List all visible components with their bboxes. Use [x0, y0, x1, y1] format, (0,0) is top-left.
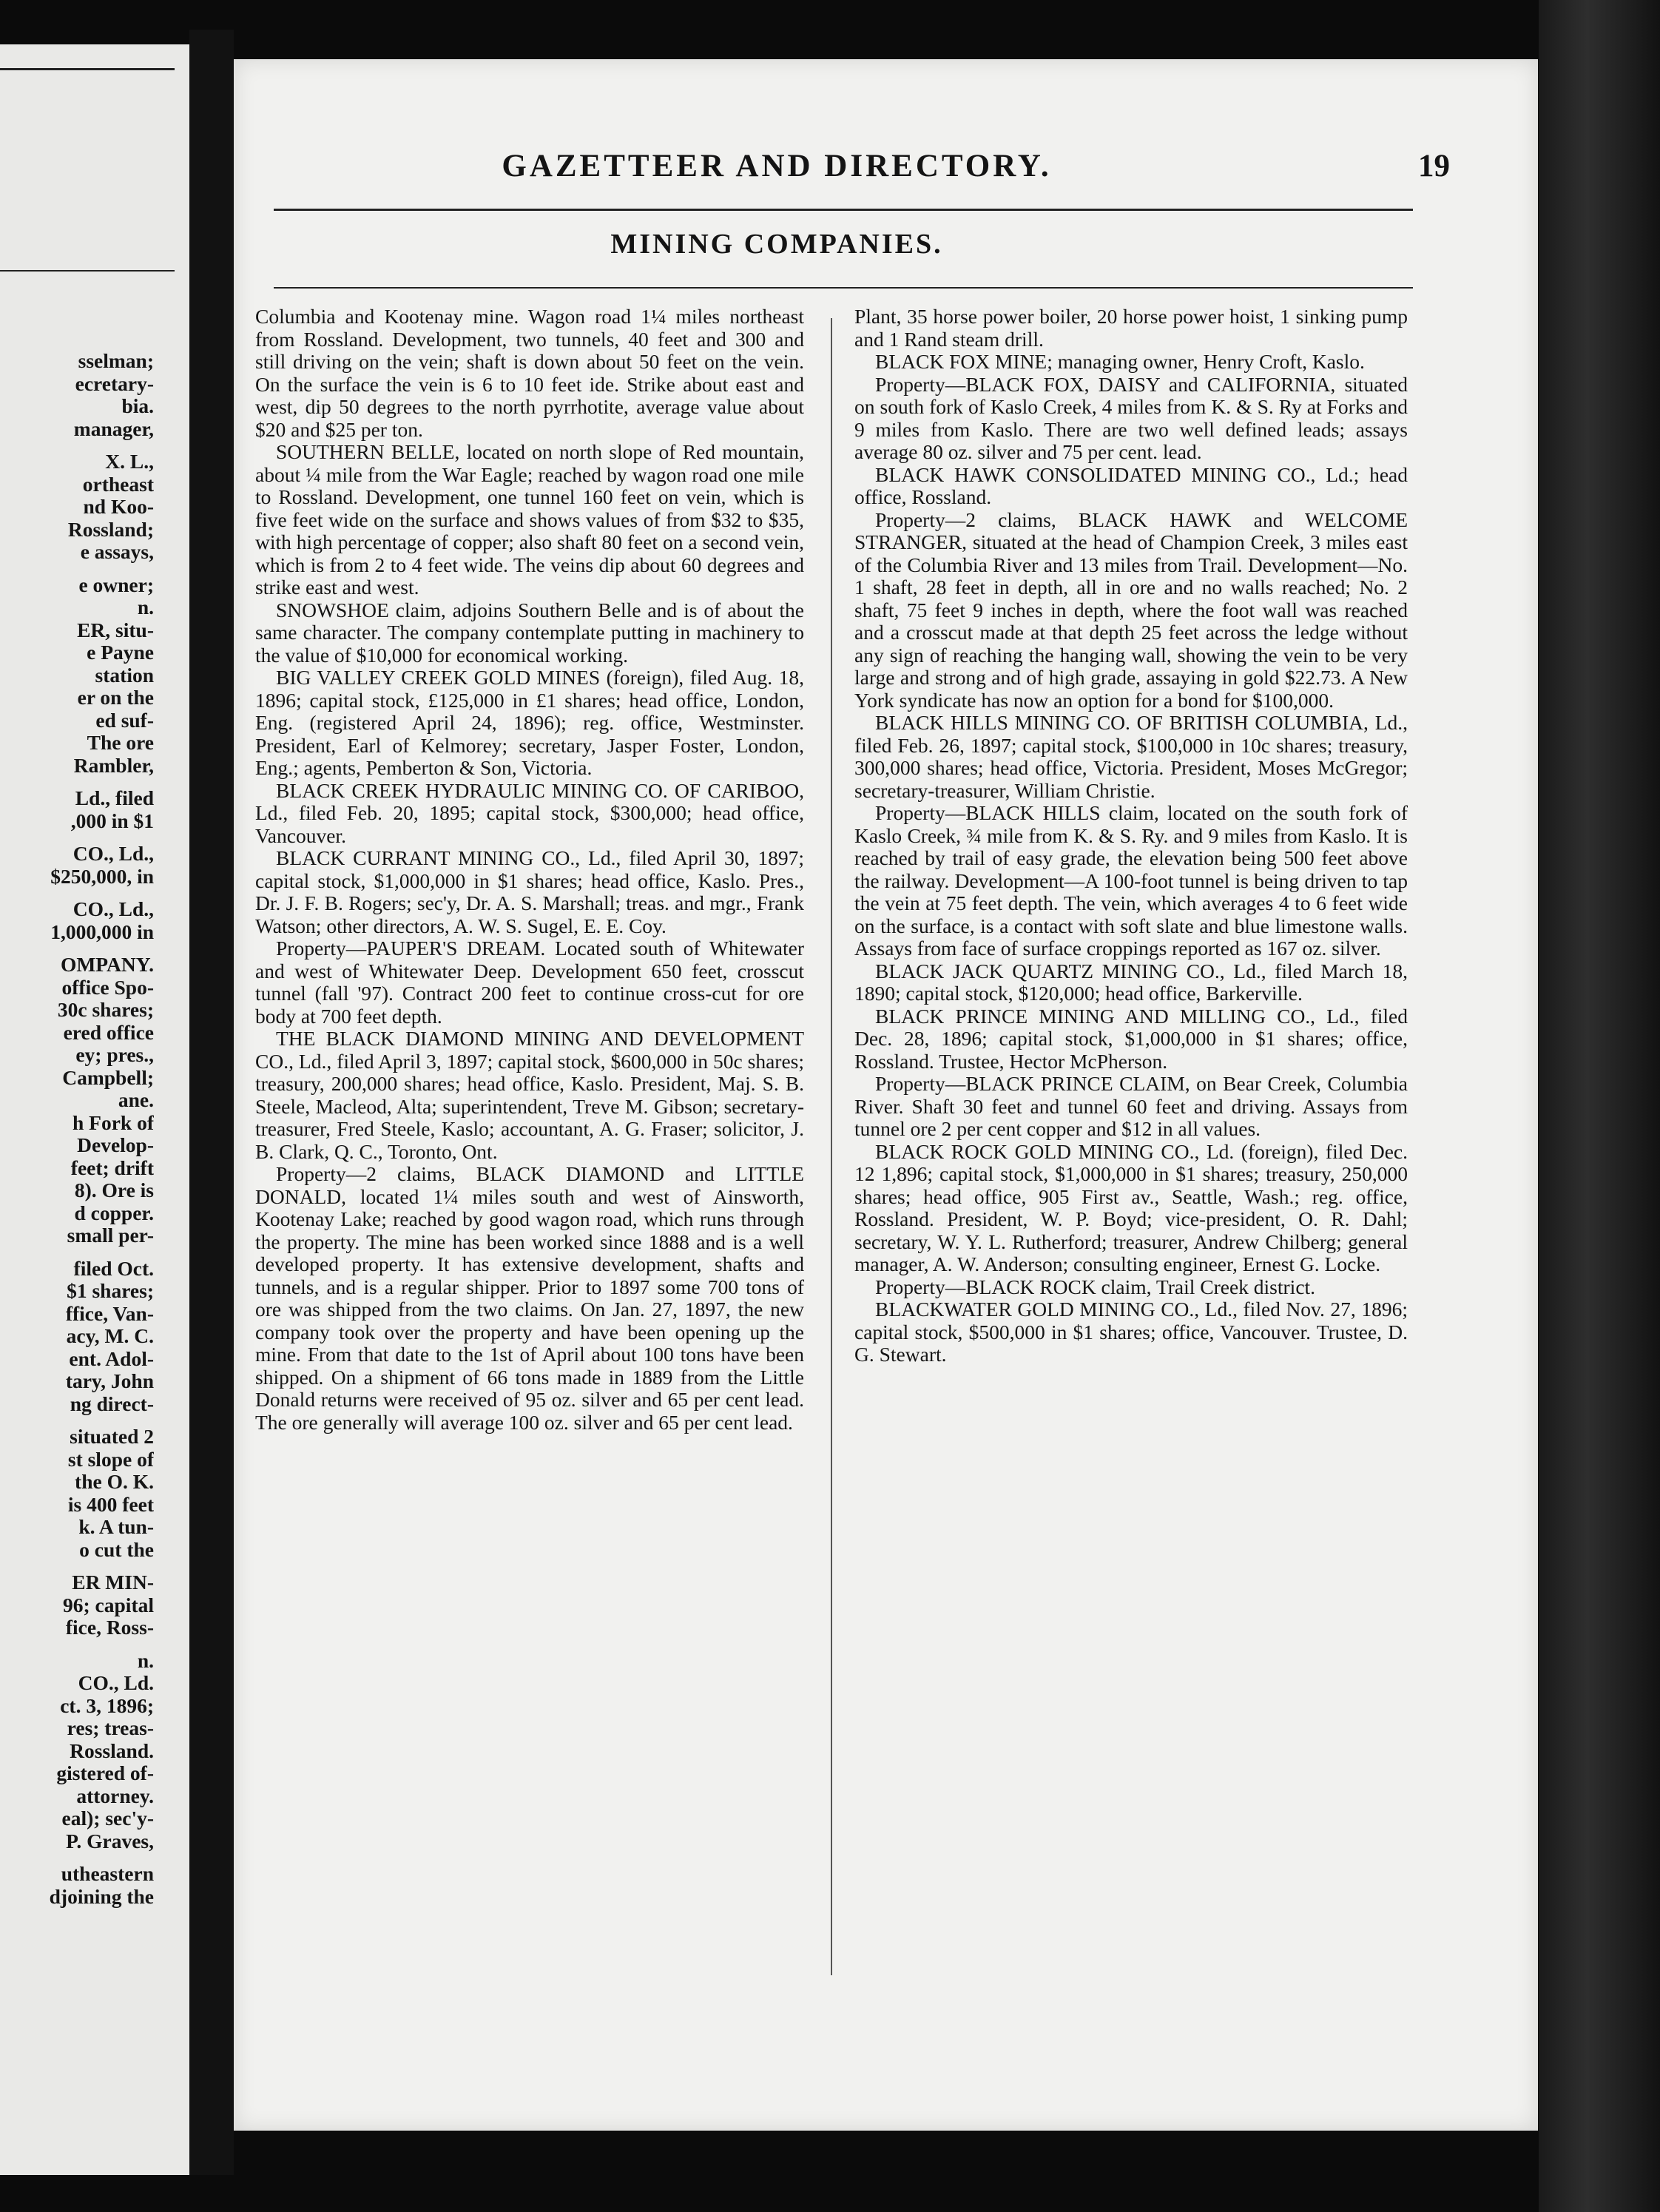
paragraph: Property—PAUPER'S DREAM. Located south of Whitewater and west of Whitewater Deep. Development 650 feet, crosscut tunnel (fall '97). Contract 200 feet to continue cross-cut for ore body at 700 feet depth. — [255, 937, 804, 1028]
paragraph: BIG VALLEY CREEK GOLD MINES (foreign), filed Aug. 18, 1896; capital stock, £125,000 in £1 shares; head office, London, Eng. (registered April 24, 1896); reg. office, Westminster. President, Earl of Kelmorey; secretary, Jasper Foster, London, Eng.; agents, Pemberton & Son, Victoria. — [255, 666, 804, 779]
text-fragment: acy, M. C. — [66, 1324, 154, 1347]
text-fragment: Rossland; — [67, 517, 154, 541]
text-fragment: k. A tun- — [78, 1515, 154, 1538]
paragraph: Property—BLACK FOX, DAISY and CALIFORNIA, situated on south fork of Kaslo Creek, 4 miles from K. & S. Ry at Forks and 9 miles from Kaslo. There are two well defined leads; assays average 80 oz. silver and 75 per cent. lead. — [854, 372, 1408, 463]
column-divider — [831, 318, 832, 1975]
section-rule — [274, 287, 1413, 289]
previous-page-text-fragments — [0, 350, 154, 1908]
fragment-gap — [0, 440, 154, 451]
paragraph: BLACK FOX MINE; managing owner, Henry Croft, Kaslo. — [875, 350, 1365, 373]
text-fragment: er on the — [77, 686, 154, 709]
paragraph: Columbia and Kootenay mine. Wagon road 1¼ miles northeast from Rossland. Development, two tunnels, 40 feet and 300 and still driving on the vein; shaft is down about 50 feet on the vein. On the surface the vein is 6 to 10 feet ide. Strike about east and west, dip 50 degrees to the north pyrrhotite, average value about $20 and $25 per ton. — [255, 305, 804, 441]
running-header-title: GAZETTEER AND DIRECTORY. — [502, 149, 1052, 183]
paragraph: Property—BLACK HILLS claim, located on the south fork of Kaslo Creek, ¾ mile from K. & S. Ry. and 9 miles from Kaslo. It is reached by trail of easy grade, the elevation being 500 feet above the railway. Development—A 100-foot tunnel is being driven to tap the vein at 75 feet depth. The vein, which averages 4 to 6 feet wide on the surface, is a contact with soft slate and blue limestone walls. Assays from face of surface croppings reported as 167 oz. silver. — [854, 801, 1408, 960]
paragraph: BLACK CREEK HYDRAULIC MINING CO. OF CARIBOO, Ld., filed Feb. 20, 1895; capital stock, $300,000; head office, Vancouver. — [255, 778, 804, 847]
previous-page-edge — [0, 44, 189, 2175]
text-fragment: OMPANY. — [60, 953, 154, 976]
text-fragment: ng direct- — [70, 1392, 154, 1415]
text-fragment: Rossland. — [70, 1739, 154, 1762]
text-fragment: ER, situ- — [77, 618, 154, 641]
fragment-gap — [0, 832, 154, 843]
text-fragment: small per- — [67, 1224, 154, 1247]
text-fragment: $250,000, in — [50, 864, 154, 888]
text-fragment: Campbell; — [62, 1065, 154, 1089]
text-fragment: manager, — [73, 417, 154, 440]
text-fragment: ane. — [118, 1088, 154, 1111]
section-heading: MINING COMPANIES. — [610, 229, 943, 260]
paragraph: BLACK PRINCE MINING AND MILLING CO., Ld., filed Dec. 28, 1896; capital stock, $1,000,000 in $1 shares; office, Rossland. Trustee, Hector McPherson. — [854, 1004, 1408, 1073]
text-fragment: CO., Ld., — [72, 897, 154, 920]
fragment-gap — [0, 1561, 154, 1571]
paragraph: Property—2 claims, BLACK DIAMOND and LITTLE DONALD, located 1¼ miles south and west of Ainsworth, Kootenay Lake; reached by good wagon road, which runs through the property. The mine has been worked since 1888 and is a well developed property. It has extensive development, shafts and tunnels, and is a regular shipper. Prior to 1897 some 700 tons of ore was shipped from the two claims. On Jan. 27, 1897, the new company took over the property and have been opening up the mine. From that date to the 1st of April about 100 tons have been shipped. On a shipment of 66 tons made in 1889 from the Little Donald returns were received of 95 oz. silver and 65 per cent lead. The ore generally will average 100 oz. silver and 65 per cent lead. — [255, 1162, 804, 1434]
text-fragment: h Fork of — [72, 1110, 154, 1134]
text-fragment: 96; capital — [63, 1593, 154, 1616]
book-cover-edge — [1539, 0, 1660, 2212]
text-fragment: st slope of — [67, 1447, 154, 1471]
text-fragment: e assays, — [80, 540, 154, 563]
text-fragment: ffice, Van- — [65, 1301, 154, 1325]
paragraph: BLACK HILLS MINING CO. OF BRITISH COLUMBIA, Ld., filed Feb. 26, 1897; capital stock, $100,000 in 10c shares; treasury, 300,000 shares; head office, Victoria. President, Moses McGregor; secretary-treasurer, William Christie. — [854, 711, 1408, 802]
paragraph: BLACKWATER GOLD MINING CO., Ld., filed Nov. 27, 1896; capital stock, $500,000 in $1 shares; office, Vancouver. Trustee, D. G. Stewart. — [854, 1298, 1408, 1366]
text-fragment: 1,000,000 in — [50, 920, 154, 943]
text-fragment: Rambler, — [73, 753, 154, 777]
text-fragment: n. — [137, 596, 154, 618]
paragraph: Plant, 35 horse power boiler, 20 horse power hoist, 1 sinking pump and 1 Rand steam drill. — [854, 305, 1408, 351]
fragment-gap — [0, 1639, 154, 1650]
paragraph: Property—BLACK PRINCE CLAIM, on Bear Creek, Columbia River. Shaft 30 feet and tunnel 60 feet and driving. Assays from tunnel ore 2 per cent copper and $12 in all values. — [854, 1072, 1408, 1140]
text-fragment: CO., Ld. — [78, 1671, 154, 1694]
text-fragment: 30c shares; — [57, 998, 154, 1021]
text-fragment: e Payne — [87, 641, 154, 664]
paragraph: Property—BLACK ROCK claim, Trail Creek district. — [875, 1275, 1316, 1298]
previous-page-header-rule — [0, 68, 175, 70]
text-fragment: ecretary- — [75, 371, 154, 395]
text-fragment: ER MIN- — [72, 1571, 154, 1594]
fragment-gap — [0, 564, 154, 574]
text-fragment: The ore — [87, 731, 154, 754]
text-fragment: X. L., — [105, 450, 154, 473]
text-fragment: Develop- — [77, 1133, 154, 1156]
text-fragment: ent. Adol- — [69, 1346, 154, 1370]
text-fragment: tary, John — [65, 1369, 154, 1392]
text-fragment: office Spo- — [61, 975, 154, 999]
text-fragment: ered office — [63, 1020, 154, 1044]
page-number: 19 — [1418, 149, 1450, 183]
fragment-gap — [0, 1852, 154, 1863]
text-fragment: e owner; — [78, 573, 154, 596]
text-fragment: eal); sec'y- — [61, 1807, 154, 1830]
text-fragment: Ld., filed — [75, 786, 154, 809]
fragment-gap — [0, 888, 154, 898]
text-fragment: o cut the — [79, 1537, 154, 1561]
text-fragment: sselman; — [78, 350, 154, 372]
text-fragment: filed Oct. — [73, 1256, 154, 1280]
text-fragment: gistered of- — [56, 1761, 154, 1784]
fragment-gap — [0, 777, 154, 787]
text-fragment: P. Graves, — [66, 1829, 154, 1852]
text-fragment: situated 2 — [70, 1425, 154, 1448]
text-fragment: bia. — [121, 394, 154, 417]
text-fragment: d copper. — [74, 1201, 154, 1224]
paragraph: BLACK JACK QUARTZ MINING CO., Ld., filed March 18, 1890; capital stock, $120,000; head office, Barkerville. — [854, 959, 1408, 1005]
text-fragment: ey; pres., — [75, 1043, 154, 1066]
paragraph: SOUTHERN BELLE, located on north slope of Red mountain, about ¼ mile from the War Eagle; reached by wagon road one mile to Rossland. Development, one tunnel 160 feet on vein, which is five feet wide on the surface and shows values of from $32 to $35, with high percentage of copper; also shaft 80 feet on a second vein, which is from 2 to 4 feet wide. The veins dip about 60 degrees and strike east and west. — [255, 440, 804, 598]
text-fragment: ed suf- — [95, 708, 154, 732]
text-fragment: fice, Ross- — [65, 1616, 154, 1639]
paragraph: THE BLACK DIAMOND MINING AND DEVELOPMENT CO., Ld., filed April 3, 1897; capital stock, $600,000 in 50c shares; treasury, 200,000 shares; head office, Kaslo. President, Maj. S. B. Steele, Macleod, Alta; superintendent, Treve M. Gibson; secretary-treasurer, Fred Steele, Kaslo; accountant, A. G. Fraser; solicitor, J. B. Clark, Q. C., Toronto, Ont. — [255, 1027, 804, 1163]
previous-page-section-rule — [0, 270, 175, 272]
text-fragment: ,000 in $1 — [70, 809, 154, 832]
text-fragment: nd Koo- — [83, 495, 154, 518]
text-fragment: 8). Ore is — [74, 1179, 154, 1201]
fragment-gap — [0, 943, 154, 954]
text-fragment: utheastern — [61, 1862, 154, 1885]
left-text-column — [255, 306, 804, 1434]
text-fragment: attorney. — [76, 1784, 154, 1807]
text-fragment: $1 shares; — [67, 1279, 154, 1302]
text-fragment: CO., Ld., — [72, 842, 154, 865]
text-fragment: station — [95, 663, 154, 687]
paragraph: BLACK ROCK GOLD MINING CO., Ld. (foreign), filed Dec. 12 1,896; capital stock, $1,000,000 in $1 shares; treasury, 250,000 shares; head office, 905 First av., Seattle, Wash.; reg. office, Rossland. President, W. P. Boyd; vice-president, O. R. Dahl; secretary, W. Y. L. Rutherford; treasurer, Andrew Chilberg; general manager, A. W. Anderson; consulting engineer, Ernest G. Locke. — [854, 1139, 1408, 1275]
fragment-gap — [0, 1247, 154, 1258]
text-fragment: ct. 3, 1896; — [60, 1693, 154, 1717]
header-rule — [274, 209, 1413, 211]
paragraph: BLACK CURRANT MINING CO., Ld., filed April 30, 1897; capital stock, $1,000,000 in $1 shares; head office, Kaslo. Pres., Dr. J. F. B. Rogers; sec'y, Dr. A. S. Marshall; treas. and mgr., Frank Watson; other directors, A. W. S. Sugel, E. E. Coy. — [255, 846, 804, 937]
text-fragment: is 400 feet — [67, 1492, 154, 1516]
text-fragment: the O. K. — [75, 1470, 154, 1493]
text-fragment: res; treas- — [67, 1716, 154, 1739]
right-text-column — [854, 306, 1408, 1366]
text-fragment: n. — [137, 1648, 154, 1672]
fragment-gap — [0, 1415, 154, 1426]
text-fragment: ortheast — [82, 472, 154, 496]
book-gutter — [189, 30, 234, 2175]
paragraph: Property—2 claims, BLACK HAWK and WELCOME STRANGER, situated at the head of Champion Creek, 3 miles east of the Columbia River and 13 miles from Trail. Development—No. 1 shaft, 28 feet in depth, all in ore and no walls reached; No. 2 shaft, 75 feet 9 inches in depth, where the foot wall was reached and a crosscut made at that depth 25 feet across the ledge without any sign of reaching the hanging wall, showing the vein to be very large and strong and of high grade, assaying in gold $22.73. A New York syndicate has now an option for a bond for $100,000. — [854, 508, 1408, 712]
text-fragment: djoining the — [49, 1884, 154, 1908]
paragraph: SNOWSHOE claim, adjoins Southern Belle and is of about the same character. The company contemplate putting in machinery to the value of $10,000 for economical working. — [255, 598, 804, 667]
paragraph: BLACK HAWK CONSOLIDATED MINING CO., Ld.; head office, Rossland. — [854, 462, 1408, 508]
text-fragment: feet; drift — [70, 1156, 154, 1179]
